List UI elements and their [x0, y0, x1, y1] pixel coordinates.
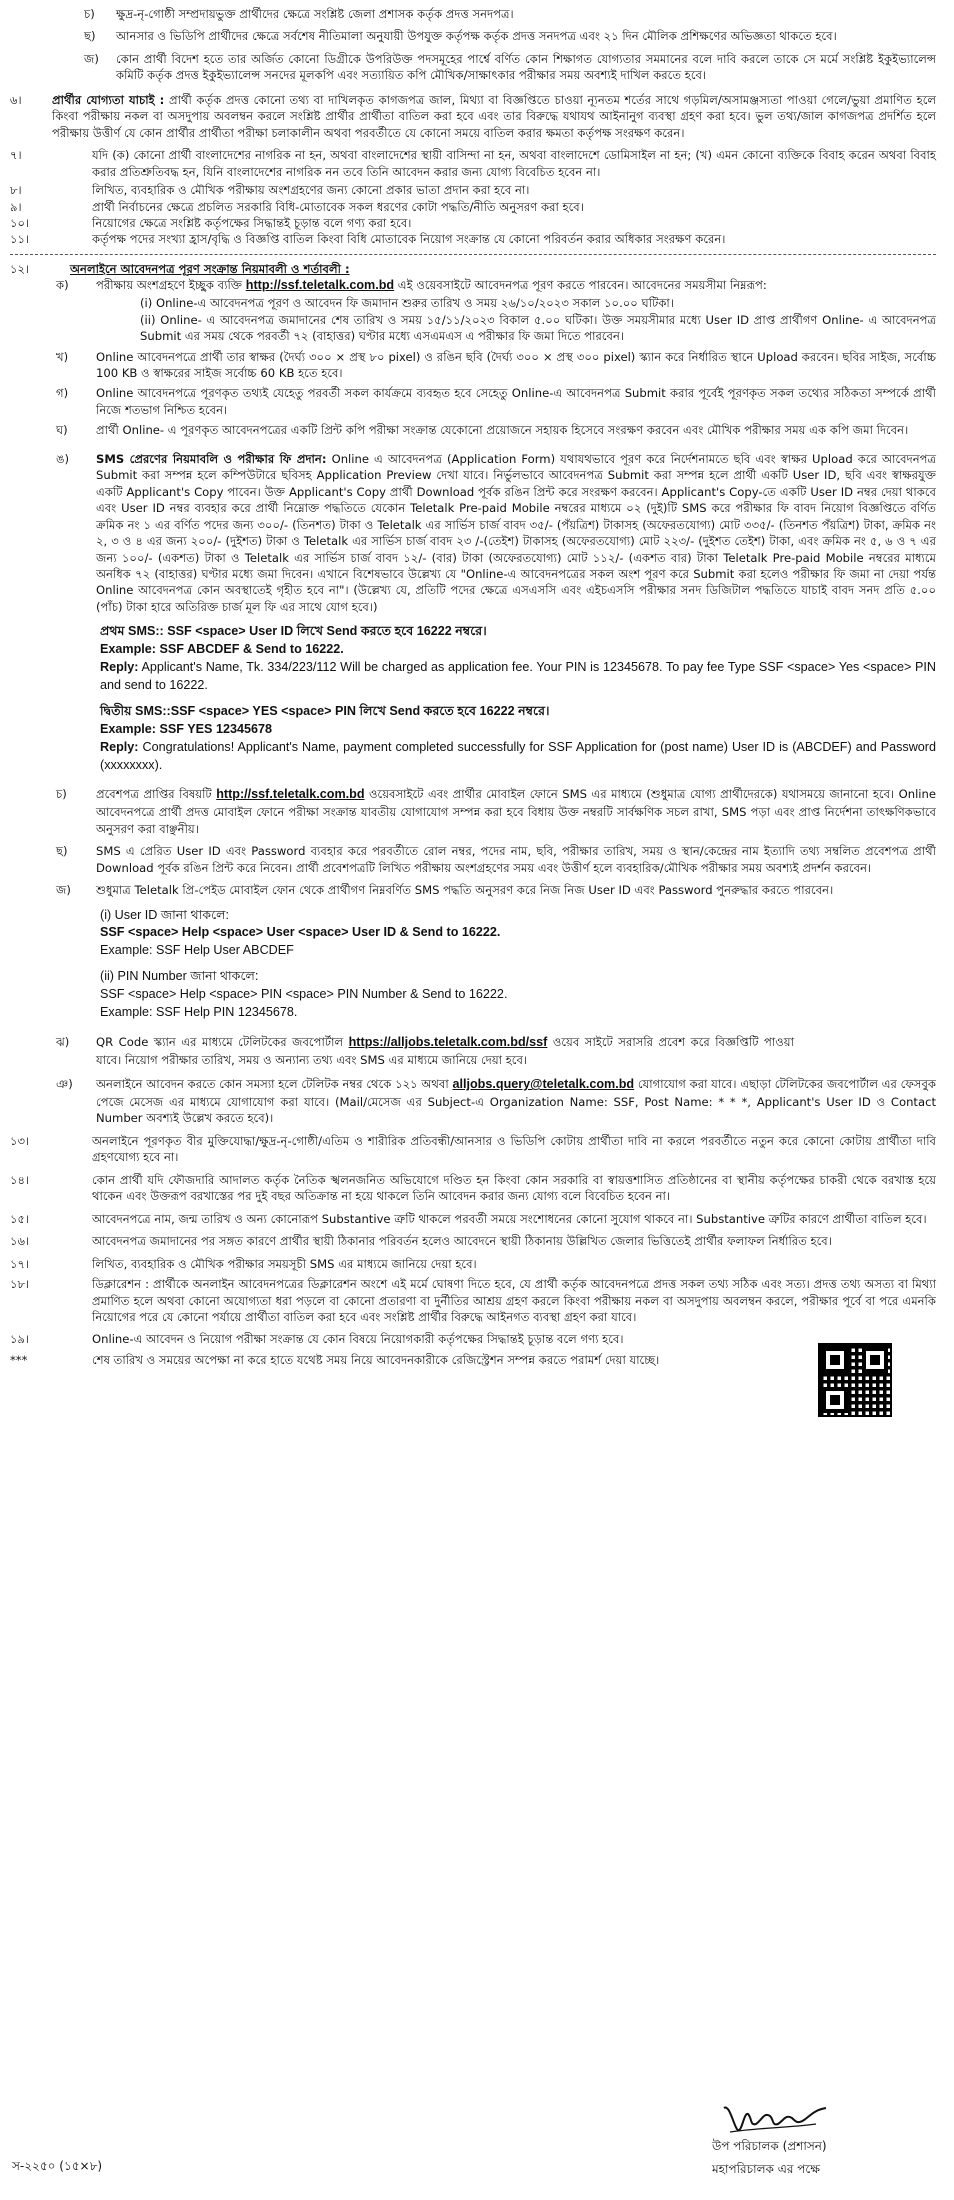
clause-text: নিয়োগের ক্ষেত্রে সংশ্লিষ্ট কর্তৃপক্ষের সিদ্ধান্তই চূড়ান্ত বলে গণ্য করা হবে। — [92, 215, 412, 230]
clause-text: অনলাইনে পূরণকৃত বীর মুক্তিযোদ্ধা/ক্ষুদ্র-নৃ-গোষ্ঠী/এতিম ও শারীরিক প্রতিবন্ধী/আনসার ও ভিডিপি কোটায় প্রার্থীতা দাবি না করলে পরবর্তীতে নতুন করে কোনো কোটায় প্রার্থীতা দাবি গ্রহণযোগ্য হবে না। — [92, 1133, 936, 1165]
clause-6 — [10, 92, 936, 141]
sub-text: প্রার্থী Online- এ পূরণকৃত আবেদনপত্রের একটি প্রিন্ট কপি পরীক্ষা সংক্রান্ত যেকোনো প্রয়োজনে সহায়ক হিসেবে সংরক্ষণ করবেন এবং মৌখিক পরীক্ষার সময় এক কপি জমা দিবেন। — [96, 423, 909, 438]
sub-text: Online আবেদনপত্রে পূরণকৃত তথ্যই যেহেতু পরবর্তী সকল কার্যক্রমে ব্যবহৃত হবে সেহেতু Online-এ আবেদনপত্র Submit করার পূর্বেই পূরণকৃত সকল তথ্যের সঠিকতা সম্পর্কে প্রার্থী নিজে শতভাগ নিশ্চিত হবেন। — [96, 386, 936, 417]
sub-number: ঘ) — [56, 423, 68, 438]
item-text: আনসার ও ভিডিপি প্রার্থীদের ক্ষেত্রে সর্বশেষ নীতিমালা অনুযায়ী উপযুক্ত কর্তৃপক্ষ কর্তৃক প্রদত্ত সনদপত্র এবং ২১ দিন মৌলিক প্রশিক্ষণের অভিজ্ঞতা থাকতে হবে। — [116, 29, 837, 44]
ssf-website-link[interactable]: http://ssf.teletalk.com.bd — [245, 278, 395, 293]
sub-jha — [56, 1034, 794, 1068]
sub-text: শুধুমাত্র Teletalk প্রি-পেইড মোবাইল ফোন থেকে প্রার্থীগণ নিম্নবর্ণিত SMS পদ্ধতি অনুসরণ করে নিজ নিজ User ID এবং Password পুনরুদ্ধার করতে পারবেন। — [96, 883, 834, 898]
sms-rules-text: Online এ আবেদনপত্র (Application Form) যথাযথভাবে পূরণ করে নির্দেশনামতে ছবি এবং স্বাক্ষর Upload করে আবেদনপত্র Submit করা সম্পন্ন হলে কম্পিউটারে ছবিসহ Application Preview দেখা যাবে। নির্ভুলভাবে আবেদনপত্র Submit করা সম্পন্ন হলে প্রার্থী একটি User ID, ছবি এবং স্বাক্ষরযুক্ত একটি Applicant's Copy পাবেন। উক্ত Applicant's Copy প্রার্থী Download পূর্বক রঙিন প্রিন্ট করে সংরক্ষণ করবেন। Applicant's Copy-তে একটি User ID নম্বর দেয়া থাকবে এবং User ID নম্বর ব্যবহার করে প্রার্থী নিম্নোক্ত পদ্ধতিতে যেকোন Teletalk Pre-paid Mobile নম্বরের মাধ্যমে ০২ (দুই)টি SMS করে পরীক্ষার ফি বাবদ নিয়োগ বিজ্ঞপ্তিতে বর্ণিত ক্রমিক নং ১ এর বর্ণিত পদের জন্য ৩০০/- (তিনশত) টাকা ও Teletalk এর সার্ভিস চার্জ বাবদ ৩৫/- (পঁয়ত্রিশ) টাকাসহ (অফেরতযোগ্য) মোট ৩৩৫/- (তিনশত পঁয়ত্রিশ) টাকা, ক্রমিক নং ২, ৩ ও ৪ এর জন্য ২০০/- (দুইশত) টাকা ও Teletalk এর সার্ভিস চার্জ বাবদ ২৩ /-(তেইশ) টাকাসহ (অফেরতযোগ্য) মোট ২২৩/- (দুইশত তেইশ) টাকা, এবং ক্রমিক নং ৫, ৬ ও ৭ এর জন্য ১০০/- (একশত) টাকা ও Teletalk এর সার্ভিস চার্জ বাবদ ১২/- (বার) টাকা (অফেরতযোগ্য) মোট ১১২/- (একশত বার) টাকা Teletalk Pre-paid Mobile নম্বরের মাধ্যমে অনধিক ৭২ (বাহাত্তর) ঘণ্টার মধ্যে জমা দিবেন। এখানে বিশেষভাবে উল্লেখ্য যে "Online-এ আবেদনপত্রের সকল অংশ পূরণ করে Submit করা হলেও পরীক্ষার ফি জমা না দেয়া পর্যন্ত Online আবেদনপত্র কোন অবস্থাতেই গৃহীত হবে না"। (উল্লেখ্য যে, প্রতিটি পদের ক্ষেত্রে এসএসসি এবং এইচএসসি পরীক্ষার সনদ ডিজিটাল পদ্ধতিতে যাচাই বাবদ সনদ প্রতি ৫.০০ (পাঁচ) টাকা হারে অতিরিক্ত চার্জ মূল ফি এর সাথে যোগ হবে।) — [96, 451, 936, 614]
second-sms-instruction: দ্বিতীয় SMS::SSF <space> YES <space> PIN লিখে Send করতে হবে 16222 নম্বরে। — [100, 703, 550, 718]
clause-text: ডিক্লারেশন : প্রার্থীকে অনলাইন আবেদনপত্রের ডিক্লারেশন অংশে এই মর্মে ঘোষণা দিতে হবে, যে প্রার্থী কর্তৃক আবেদনপত্রে প্রদত্ত সকল তথ্য সঠিক এবং সত্য। প্রদত্ত তথ্য অসত্য বা মিথ্যা প্রমাণিত হলে অথবা কোনো অযোগ্যতা ধরা পড়লে বা কোনো প্রতারণা বা দুর্নীতির আশ্রয় গ্রহণ করলে কিংবা পরীক্ষায় নকল বা অসদুপায় অবলম্বন করলে, পরীক্ষার পূর্বে বা পরে এমনকি নিয়োগের পরে যে কোনো পর্যায়ে প্রার্থীতা বাতিল করা হবে এবং সংশ্লিষ্ট প্রার্থীর বিরুদ্ধে আইনগত ব্যবস্থা গ্রহণ করা যাবে। — [92, 1277, 936, 1324]
clause-8 — [10, 182, 936, 198]
reply-label: Reply: — [100, 739, 139, 754]
clause-number: ৯। — [10, 199, 22, 214]
item-number: ছ) — [84, 29, 96, 44]
item-text: কোন প্রার্থী বিদেশ হতে তার অর্জিত কোনো ডিগ্রীকে উপরিউক্ত পদসমূহের পার্শ্বে বর্ণিত কোন শিক্ষাগত যোগ্যতার সমমানের বলে দাবি করলে তাকে সে মর্মে সংশ্লিষ্ট ইকুইভ্যালেন্স কমিটি কর্তৃক প্রদত্ত ইকুইভ্যালেন্স সনদের মূলকপি এবং সত্যায়িত কপি মৌখিক/সাক্ষাৎকার পরীক্ষার সময় অবশ্যই দাখিল করতে হবে। — [116, 51, 936, 83]
clause-13 — [10, 1133, 936, 1166]
clause-number: ৬। — [10, 92, 22, 107]
sub-chha — [56, 843, 936, 876]
item-number: চ) — [84, 7, 95, 21]
clause-text: লিখিত, ব্যবহারিক ও মৌখিক পরীক্ষায় অংশগ্রহণের জন্য কোনো প্রকার ভাতা প্রদান করা হবে না। — [92, 183, 530, 198]
sub-text: ওয়েব সাইটে সরাসরি প্রবেশ করে বিজ্ঞপ্তিটি পাওয়া যাবে। নিয়োগ পরীক্ষার তারিখ, সময় ও অন্যান্য তথ্য এবং SMS এর মাধ্যমে জানিয়ে দেয়া হবে। — [96, 1034, 795, 1067]
item-text: ক্ষুদ্র-নৃ-গোষ্ঠী সম্প্রদায়ভুক্ত প্রার্থীদের ক্ষেত্রে সংশ্লিষ্ট জেলা প্রশাসক কর্তৃক প্রদত্ত সনদপত্র। — [116, 7, 514, 21]
clause-text: কোন প্রার্থী যদি ফৌজদারি আদালত কর্তৃক নৈতিক স্খলনজনিত অভিযোগে দণ্ডিত হন কিংবা কোন সরকারি বা স্বায়ত্তশাসিত প্রতিষ্ঠানের বা স্থানীয় কর্তৃপক্ষের চাকরী থেকে বরখাস্ত হয়ে থাকেন এবং উক্তরূপ বরখাস্তের পর দুই বছর অতিক্রান্ত না হয়ে থাকলে তিনি আবেদন করার জন্য যোগ্য বলে বিবেচিত হবেন না। — [92, 1172, 936, 1204]
sub-text: SMS এ প্রেরিত User ID এবং Password ব্যবহার করে পরবর্তীতে রোল নম্বর, পদের নাম, ছবি, পরীক্ষার তারিখ, সময় ও স্থান/কেন্দ্রের নাম ইত্যাদি তথ্য সম্বলিত প্রবেশপত্র প্রার্থী Download পূর্বক রঙিন প্রিন্ট করে নিবেন। প্রার্থী প্রবেশপত্রটি লিখিত পরীক্ষায় অংশগ্রহণের সময় এবং উত্তীর্ণ হলে ব্যবহারিক/মৌখিক পরীক্ষার সময় অবশ্যই প্রদর্শন করবেন। — [96, 844, 936, 875]
clause-number: ৮। — [10, 183, 22, 198]
qr-code[interactable] — [820, 1345, 890, 1415]
memo-number: স-২২৫০ (১৫×৮) — [12, 2159, 103, 2173]
clause-text: কর্তৃপক্ষ পদের সংখ্যা হ্রাস/বৃদ্ধি ও বিজ্ঞপ্তি বাতিল কিংবা বিধি মোতাবেক নিয়োগ সংক্রান্ত যে কোনো পরিবর্তন করার অধিকার সংরক্ষণ করেন। — [92, 232, 726, 247]
sms-rules-lead: SMS প্রেরণের নিয়মাবলি ও পরীক্ষার ফি প্রদান: — [96, 451, 327, 466]
sub-text: পরীক্ষায় অংশগ্রহণে ইচ্ছুক ব্যক্তি — [96, 278, 243, 293]
clause-number: ৭। — [10, 148, 22, 163]
qr-finder-pattern — [822, 1387, 848, 1413]
alljobs-link[interactable]: https://alljobs.teletalk.com.bd/ssf — [348, 1034, 548, 1049]
sub-number: জ) — [56, 883, 71, 898]
clause-15 — [10, 1211, 936, 1227]
pin-recovery-example: Example: SSF Help PIN 12345678. — [100, 1004, 298, 1019]
reply-label: Reply: — [100, 660, 139, 675]
sub-number: ছ) — [56, 844, 68, 859]
admit-card-link[interactable]: http://ssf.teletalk.com.bd — [216, 787, 365, 802]
clause-number: ১১। — [10, 232, 30, 247]
reply-text: Congratulations! Applicant's Name, payment completed successfully for SSF Application for (post name) User ID is (ABCDEF) and Password (xxxxxxxx). — [100, 739, 937, 772]
clause-14 — [10, 1172, 936, 1205]
clause-number: ১৬। — [10, 1234, 30, 1249]
sub-kha — [56, 349, 936, 382]
pin-recovery-command: SSF <space> Help <space> PIN <space> PIN Number & Send to 16222. — [100, 987, 508, 1002]
item-number: জ) — [84, 51, 99, 66]
section-heading: অনলাইনে আবেদনপত্র পূরণ সংক্রান্ত নিয়মাবলী ও শর্তাবলী : — [70, 261, 350, 276]
user-id-recovery-example: Example: SSF Help User ABCDEF — [100, 943, 294, 958]
note-marker: *** — [10, 1352, 28, 1367]
sub-umo — [56, 451, 936, 616]
sub-number: ঝ) — [56, 1034, 70, 1049]
clause-11 — [10, 231, 936, 247]
qr-finder-pattern — [822, 1347, 848, 1373]
note-text: শেষ তারিখ ও সময়ের অপেক্ষা না করে হাতে যথেষ্ট সময় নিয়ে আবেদনকারীকে রেজিস্ট্রেশন সম্পন্ন করতে পরামর্শ দেয়া যাচ্ছে। — [92, 1352, 660, 1367]
top-item-cha — [84, 6, 936, 22]
first-sms-instruction: প্রথম SMS:: SSF <space> User ID লিখে Send করতে হবে 16222 নম্বরে। — [100, 624, 487, 639]
sub-gha — [56, 422, 936, 438]
sub-number: ক) — [56, 278, 69, 293]
user-id-recovery-command: SSF <space> Help <space> User <space> User ID & Send to 16222. — [100, 925, 501, 940]
clause-number: ১৭। — [10, 1256, 30, 1271]
reply-text: Applicant's Name, Tk. 334/223/112 Will be charged as application fee. Your PIN is 12345678. To pay fee Type SSF <space> Yes <space> PIN and send to 16222. — [100, 660, 936, 692]
clause-lead: প্রার্থীর যোগ্যতা যাচাই : — [52, 92, 165, 107]
sub-text: এই ওয়েবসাইটে আবেদনপত্র পূরণ করতে পারবেন। আবেদনের সময়সীমা নিম্নরূপ: — [397, 278, 767, 293]
final-note — [10, 1352, 936, 1368]
pin-recovery-label: (ii) PIN Number জানা থাকলে: — [100, 969, 259, 984]
sub-ga — [56, 385, 936, 418]
top-item-chha — [84, 28, 936, 44]
clause-text: আবেদনপত্র জমাদানের পর সঙ্গত কারণে প্রার্থীর স্থায়ী ঠিকানার পরিবর্তন হলেও আবেদনে স্থায়ী ঠিকানায় উল্লিখিত জেলার ভিত্তিতেই প্রার্থীর ফলাফল নির্ধারিত হবে। — [92, 1234, 832, 1249]
clause-text: প্রার্থী নির্বাচনের ক্ষেত্রে প্রচলিত সরকারি বিধি-মোতাবেক সকল ধরণের কোটা পদ্ধতি/নীতি অনুসরণ করা হবে। — [92, 199, 584, 214]
signatory-on-behalf: মহাপরিচালক এর পক্ষে — [712, 2162, 820, 2176]
clause-text: লিখিত, ব্যবহারিক ও মৌখিক পরীক্ষার সময়সূচী SMS এর মাধ্যমে জানিয়ে দেয়া হবে। — [92, 1256, 477, 1271]
divider — [10, 254, 936, 255]
sub-cha — [56, 786, 936, 837]
first-sms-example: Example: SSF ABCDEF & Send to 16222. — [100, 642, 344, 657]
sub-number: গ) — [56, 386, 69, 401]
signatory-designation: উপ পরিচালক (প্রশাসন) — [712, 2139, 827, 2153]
clause-number: ১৫। — [10, 1211, 30, 1226]
clause-number: ১০। — [10, 215, 30, 230]
clause-number: ১৮। — [10, 1277, 30, 1292]
sub-number: ঙ) — [56, 451, 70, 466]
clause-number: ১৩। — [10, 1133, 30, 1148]
clause-9 — [10, 199, 936, 215]
sub-nya — [56, 1076, 936, 1127]
sub-text: ওয়েবসাইটে এবং প্রার্থীর মোবাইল ফোনে SMS এর মাধ্যমে (শুধুমাত্র যোগ্য প্রার্থীদেরকে) যথাসময়ে জানানো হবে। Online আবেদনপত্রে প্রার্থী প্রদত্ত মোবাইল ফোনে পরীক্ষা সংক্রান্ত যাবতীয় যোগাযোগ সম্পন্ন করা হবে বিধায় উক্ত নম্বরটি সার্বক্ষণিক সচল রাখা, SMS পড়া এবং প্রাপ্ত নির্দেশনা তাৎক্ষণিকভাবে অনুসরণ করা বাঞ্ছনীয়। — [96, 787, 937, 836]
sub-text: Online আবেদনপত্রে প্রার্থী তার স্বাক্ষর (দৈর্ঘ্য ৩০০ × প্রস্থ ৮০ pixel) ও রঙিন ছবি (দৈর্ঘ্য ৩০০ × প্রস্থ ৩০০ pixel) স্ক্যান করে নির্ধারিত স্থানে Upload করবেন। ছবির সাইজ, সর্বোচ্চ 100 KB ও স্বাক্ষরের সাইজ সর্বোচ্চ 60 KB হতে হবে। — [96, 349, 936, 381]
clause-17 — [10, 1256, 936, 1272]
clause-18 — [10, 1276, 936, 1325]
user-id-recovery-label: (i) User ID জানা থাকলে: — [100, 907, 230, 922]
sub-number: চ) — [56, 787, 67, 802]
support-email-link[interactable]: alljobs.query@teletalk.com.bd — [452, 1077, 635, 1092]
sub-ja — [56, 882, 936, 898]
first-sms-reply — [100, 659, 936, 695]
application-start-time: (i) Online-এ আবেদনপত্র পূরণ ও আবেদন ফি জমাদান শুরুর তারিখ ও সময় ২৬/১০/২০২৩ সকাল ১০.০০ ঘটিকা। — [140, 296, 674, 311]
clause-number: ১২। — [10, 261, 30, 276]
second-sms-reply — [100, 739, 936, 775]
clause-19 — [10, 1331, 936, 1347]
clause-text: Online-এ আবেদন ও নিয়োগ পরীক্ষা সংক্রান্ত যে কোন বিষয়ে নিয়োগকারী কর্তৃপক্ষের সিদ্ধান্তই চূড়ান্ত বলে গণ্য হবে। — [92, 1332, 624, 1347]
clause-text: আবেদনপত্রে নাম, জন্ম তারিখ ও অন্য কোনোরূপ Substantive ত্রুটি থাকলে পরবর্তী সময়ে সংশোধনের কোনো সুযোগ থাকবে না। Substantive ত্রুটির কারণে প্রার্থীতা বাতিল হবে। — [92, 1211, 927, 1226]
clause-16 — [10, 1233, 936, 1249]
sub-text: প্রবেশপত্র প্রাপ্তির বিষয়টি — [96, 787, 212, 802]
sub-ka — [56, 277, 936, 295]
clause-12-heading — [10, 261, 936, 277]
sub-text: যোগাযোগ করা যাবে। এছাড়া টেলিটকের জবপোর্টাল এর ফেসবুক পেজে মেসেজ এর মাধ্যমে যোগাযোগ করা যাবে। (Mail/মেসেজ এর Subject-এ Organization Name: SSF, Post Name: * * *, Applicant's User ID ও Contact Number অবশ্যই উল্লেখ করতে হবে)। — [96, 1077, 937, 1126]
sub-text: অনলাইনে আবেদন করতে কোন সমস্যা হলে টেলিটক নম্বর থেকে ১২১ অথবা — [96, 1077, 449, 1092]
second-sms-example: Example: SSF YES 12345678 — [100, 721, 272, 736]
handwritten-signature — [716, 2098, 836, 2138]
clause-7 — [10, 147, 936, 180]
clause-10 — [10, 215, 936, 231]
clause-text: যদি (ক) কোনো প্রার্থী বাংলাদেশের নাগরিক না হন, অথবা বাংলাদেশের স্থায়ী বাসিন্দা না হন, অথবা বাংলাদেশে ডোমিসাইল না হন; (খ) এমন কোনো ব্যক্তিকে বিবাহ করেন অথবা বিবাহ করার প্রতিশ্রুতিবদ্ধ হন, যিনি বাংলাদেশের নাগরিক নন তবে তিনি আবেদন করার জন্য যোগ্য বিবেচিত হবেন না। — [92, 148, 936, 179]
sub-number: ঞ) — [56, 1077, 73, 1092]
top-item-ja — [84, 51, 936, 84]
application-end-time: (ii) Online- এ আবেদনপত্র জমাদানের শেষ তারিখ ও সময় ১৫/১১/২০২৩ বিকাল ৫.০০ ঘটিকা। উক্ত সময়সীমার মধ্যে User ID প্রাপ্ত প্রার্থীগণ Online- এ আবেদনপত্র Submit এর সময় থেকে পরবর্তী ৭২ (বাহাত্তর) ঘণ্টার মধ্যে এসএমএস এ পরীক্ষার ফি জমা দিতে পারবেন। — [140, 312, 936, 344]
sub-text: QR Code স্ক্যান এর মাধ্যমে টেলিটকের জবপোর্টাল — [96, 1034, 344, 1049]
clause-number: ১৪। — [10, 1172, 30, 1187]
clause-text: প্রার্থী কর্তৃক প্রদত্ত কোনো তথ্য বা দাখিলকৃত কাগজপত্র জাল, মিথ্যা বা বিজ্ঞপ্তিতে চাওয়া ন্যূনতম শর্তের সাথে গড়মিল/অসামঞ্জস্যতা পাওয়া গেলে/ভুয়া প্রমাণিত হলে কিংবা পরীক্ষায় নকল বা অসদুপায় অবলম্বন করলে সংশ্লিষ্ট প্রার্থীর প্রার্থীতা বাতিল করা হবে এবং তার বিরুদ্ধে যথাযথ আইনানুগ ব্যবস্থা গ্রহণ করা হবে। ভুল তথ্য/জাল কাগজপত্র প্রদর্শিত হলে পরীক্ষায় উত্তীর্ণ যে কোন প্রার্থীর প্রার্থীতা পরীক্ষা চলাকালীন অথবা পরবর্তীতে যে কোনো সময়ে বাতিল করার ক্ষমতা কর্তৃপক্ষ সংরক্ষণ করেন। — [52, 92, 937, 140]
sub-number: খ) — [56, 349, 69, 364]
clause-number: ১৯। — [10, 1332, 30, 1347]
qr-finder-pattern — [862, 1347, 888, 1373]
